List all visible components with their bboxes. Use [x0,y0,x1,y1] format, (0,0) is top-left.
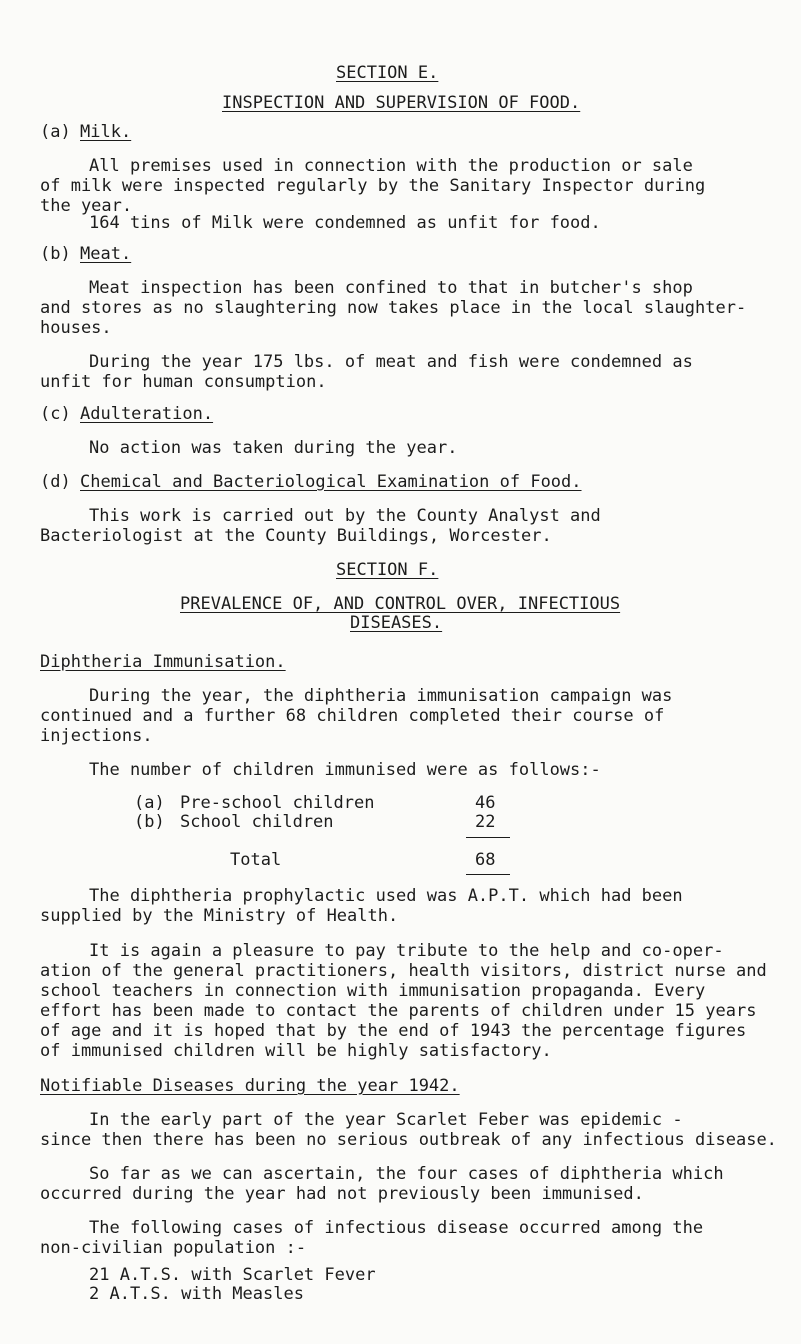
examination-heading: Chemical and Bacteriological Examination of Food. [80,472,582,492]
immunisation-intro-line-2: continued and a further 68 children completed their course of [40,706,665,726]
examination-line-1: This work is carried out by the County Analyst and [89,506,601,526]
milk-line-2: of milk were inspected regularly by the Sanitary Inspector during [40,176,706,196]
meat-heading: Meat. [80,244,132,264]
section-e-title: INSPECTION AND SUPERVISION OF FOOD. [222,93,581,113]
tribute-line-1: It is again a pleasure to pay tribute to the help and co-oper- [89,941,724,961]
table-row-count: 22 [475,812,496,832]
adulteration-text: No action was taken during the year. [89,438,458,458]
notifiable-para2-line-1: So far as we can ascertain, the four cases of diphtheria which [89,1164,724,1184]
notifiable-para2-line-2: occurred during the year had not previously been immunised. [40,1184,644,1204]
milk-line-1: All premises used in connection with the production or sale [89,156,693,176]
meat-para1-line-1: Meat inspection has been confined to that in butcher's shop [89,278,693,298]
notifiable-para3-line-1: The following cases of infectious disease occurred among the [89,1218,704,1238]
table-row-label: (b) [134,812,165,832]
adulteration-heading: Adulteration. [80,404,214,424]
adulteration-label: (c) [40,404,71,424]
total-rule [466,874,510,875]
section-f-title-line-2: DISEASES. [350,613,443,633]
immunisation-intro-line-3: injections. [40,726,153,746]
notifiable-heading: Notifiable Diseases during the year 1942. [40,1076,460,1096]
meat-para2-line-1: During the year 175 lbs. of meat and fish were condemned as [89,352,693,372]
table-row-count: 46 [475,793,496,813]
table-row-label: (a) [134,793,165,813]
meat-para1-line-2: and stores as no slaughtering now takes place in the local slaughter- [40,298,747,318]
immunisation-heading: Diphtheria Immunisation. [40,652,286,672]
section-e-heading: SECTION E. [336,63,439,83]
milk-line-3: the year. [40,196,133,216]
milk-line-4: 164 tins of Milk were condemned as unfit for food. [89,213,601,233]
section-f-title-line-1: PREVALENCE OF, AND CONTROL OVER, INFECTIOUS [180,594,621,614]
examination-label: (d) [40,472,71,492]
immunisation-intro-line-1: During the year, the diphtheria immunisation campaign was [89,686,673,706]
table-row-category: Pre-school children [180,793,375,813]
case-line: 21 A.T.S. with Scarlet Fever [89,1265,376,1285]
tribute-line-5: of age and it is hoped that by the end of 1943 the percentage figures [40,1021,747,1041]
total-value: 68 [475,850,496,870]
tribute-line-2: ation of the general practitioners, health visitors, district nurse and [40,961,767,981]
meat-para1-line-3: houses. [40,318,112,338]
case-line: 2 A.T.S. with Measles [89,1284,304,1304]
prophylactic-line-2: supplied by the Ministry of Health. [40,906,399,926]
table-row-category: School children [180,812,334,832]
total-label: Total [230,850,282,870]
notifiable-para3-line-2: non-civilian population :- [40,1238,307,1258]
tribute-line-4: effort has been made to contact the parents of children under 15 years [40,1001,757,1021]
prophylactic-line-1: The diphtheria prophylactic used was A.P.T. which had been [89,886,683,906]
subtotal-rule [466,837,510,838]
milk-label: (a) [40,122,71,142]
notifiable-para1-line-1: In the early part of the year Scarlet Feber was epidemic - [89,1110,683,1130]
notifiable-para1-line-2: since then there has been no serious outbreak of any infectious disease. [40,1130,777,1150]
immunisation-table-intro: The number of children immunised were as follows:- [89,760,601,780]
meat-para2-line-2: unfit for human consumption. [40,372,327,392]
meat-label: (b) [40,244,71,264]
section-f-heading: SECTION F. [336,560,439,580]
milk-heading: Milk. [80,122,132,142]
tribute-line-6: of immunised children will be highly satisfactory. [40,1041,552,1061]
examination-line-2: Bacteriologist at the County Buildings, Worcester. [40,526,552,546]
tribute-line-3: school teachers in connection with immunisation propaganda. Every [40,981,706,1001]
